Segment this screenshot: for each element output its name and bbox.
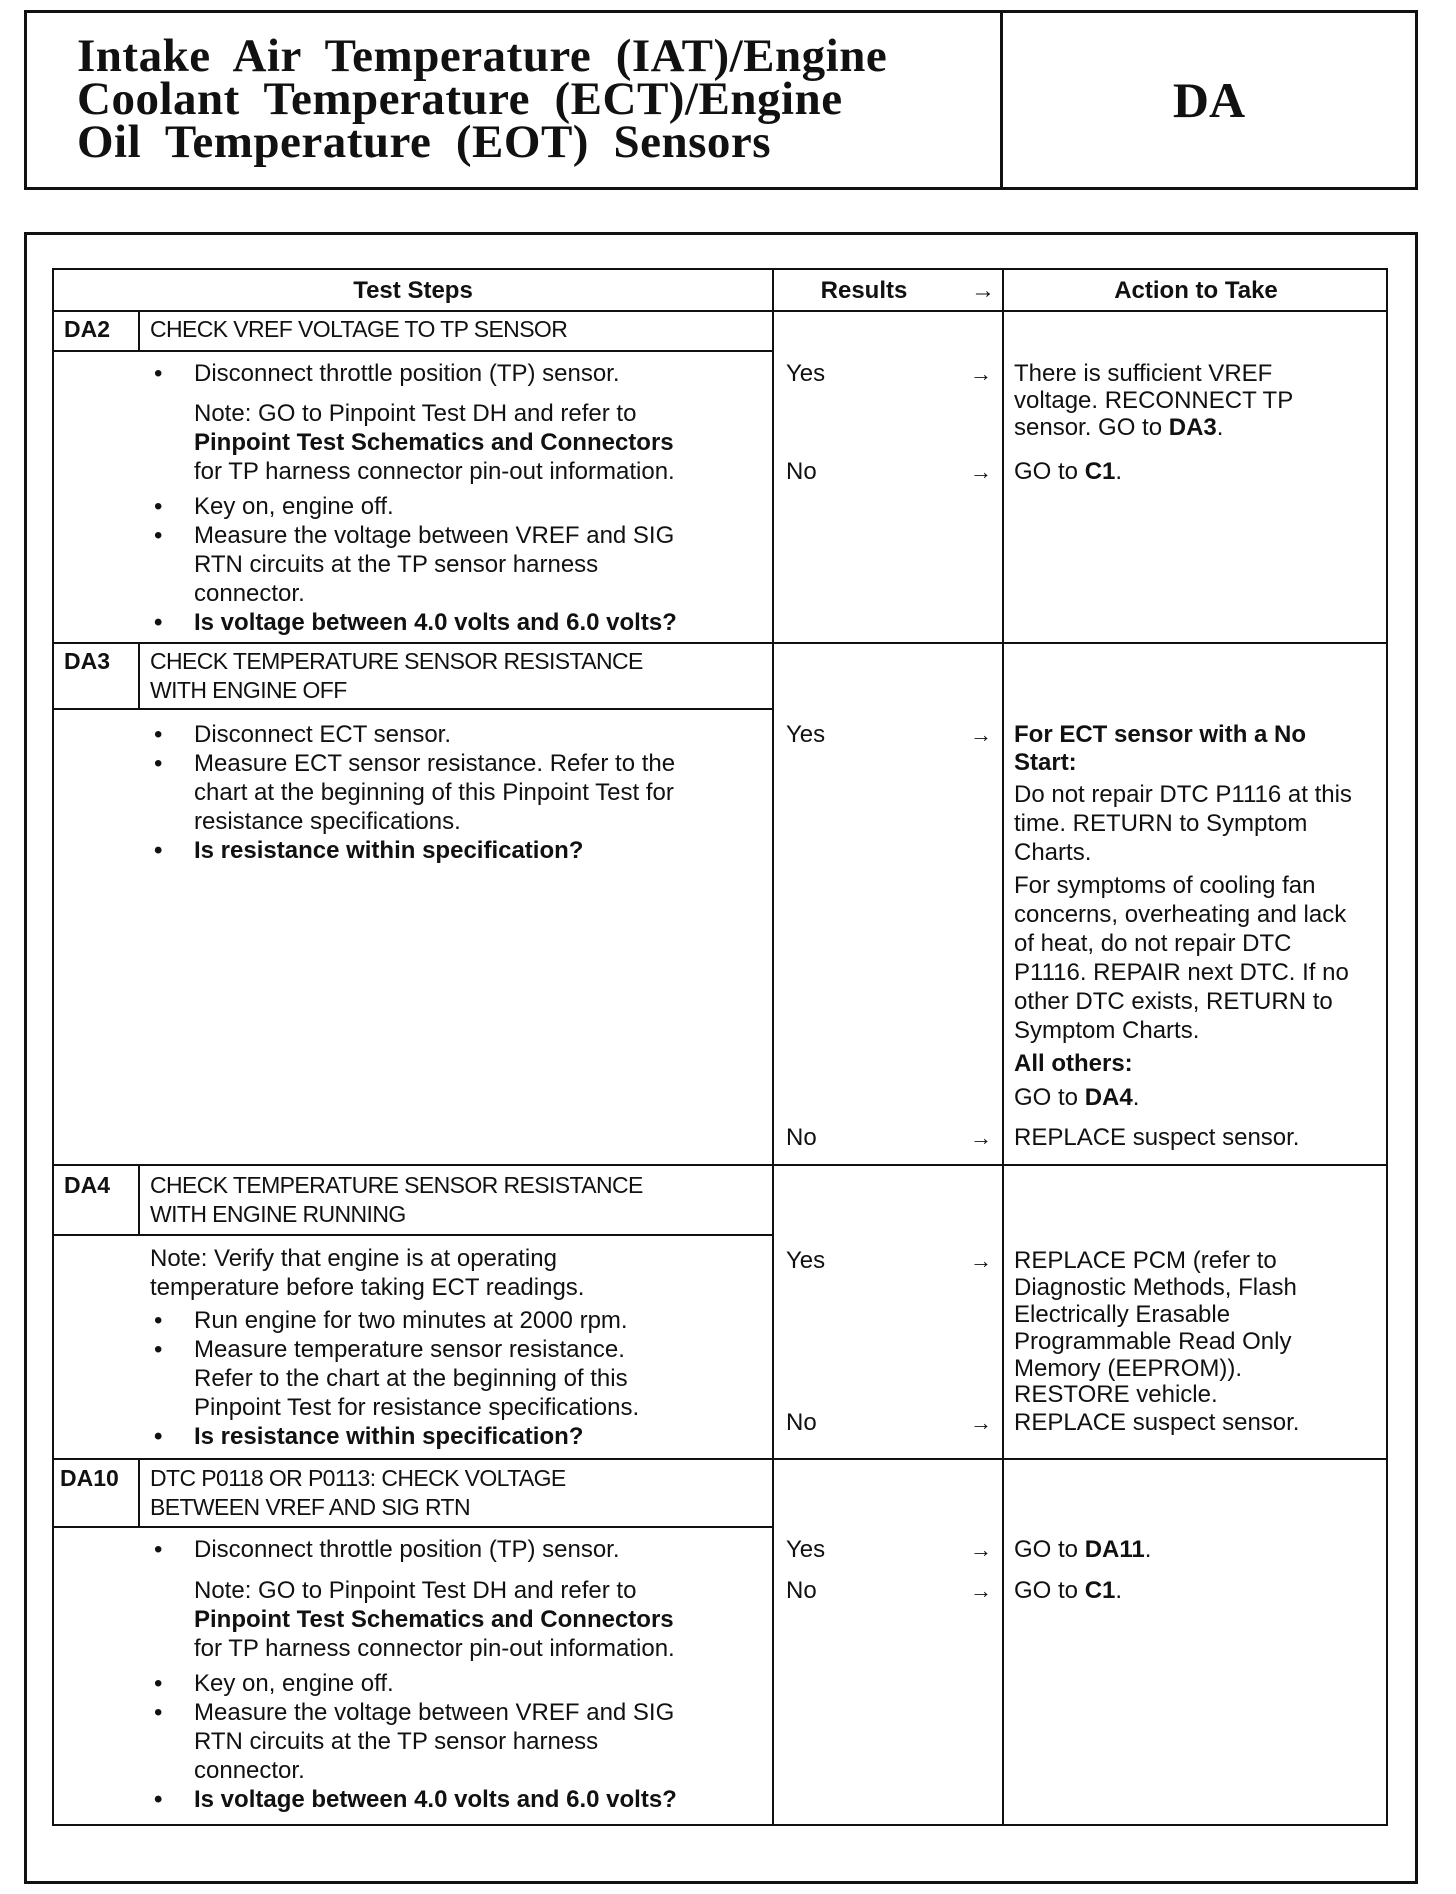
da2-note-1: Note: GO to Pinpoint Test DH and refer to <box>194 400 637 427</box>
da10-title-1: DTC P0118 OR P0113: CHECK VOLTAGE <box>150 1465 566 1491</box>
da10-step-3b: RTN circuits at the TP sensor harness <box>194 1728 599 1755</box>
da10-title-rule <box>54 1526 772 1528</box>
bullet: • <box>154 750 163 777</box>
da4-id: DA4 <box>64 1172 111 1198</box>
da3-step-1: Disconnect ECT sensor. <box>194 721 452 748</box>
da4-action-4: Programmable Read Only <box>1014 1328 1292 1355</box>
da3-no-action: REPLACE suspect sensor. <box>1014 1124 1300 1151</box>
arrow-icon: → <box>970 1537 992 1562</box>
da4-question: Is resistance within specification? <box>194 1423 584 1450</box>
da4-note-2: temperature before taking ECT readings. <box>150 1274 585 1301</box>
title-line-1: Intake Air Temperature (IAT)/Engine <box>77 30 888 82</box>
arrow-icon: → <box>970 1125 992 1150</box>
da3-result-no: No <box>786 1124 817 1151</box>
arrow-icon: → <box>970 459 992 484</box>
bullet: • <box>154 1307 163 1334</box>
da3-action-10: other DTC exists, RETURN to <box>1014 988 1333 1015</box>
bullet: • <box>154 360 163 387</box>
da2-yes-action-3: sensor. GO to DA3. <box>1014 414 1224 441</box>
da2-id: DA2 <box>64 316 111 342</box>
da10-title-2: BETWEEN VREF AND SIG RTN <box>150 1494 470 1520</box>
da4-result-no: No <box>786 1409 817 1436</box>
da10-note-3: for TP harness connector pin-out information. <box>194 1635 675 1662</box>
da10-step-3c: connector. <box>194 1757 305 1784</box>
da4-id-divider <box>138 1164 140 1234</box>
da10-note-1: Note: GO to Pinpoint Test DH and refer to <box>194 1577 637 1604</box>
da10-id-divider <box>138 1458 140 1526</box>
column-header-arrow: → <box>971 276 995 304</box>
da10-no-action: GO to C1. <box>1014 1577 1123 1604</box>
da10-id: DA10 <box>60 1465 119 1491</box>
da3-action-6: For symptoms of cooling fan <box>1014 872 1316 899</box>
row-rule-da3 <box>54 1164 1386 1166</box>
page-title <box>27 13 1003 187</box>
da4-step-2b: Refer to the chart at the beginning of this <box>194 1365 628 1392</box>
da10-step-3a: Measure the voltage between VREF and SIG <box>194 1699 675 1726</box>
da2-step-3b: RTN circuits at the TP sensor harness <box>194 551 599 578</box>
column-header-test-steps: Test Steps <box>353 276 473 304</box>
da2-step-3a: Measure the voltage between VREF and SIG <box>194 522 675 549</box>
da3-id: DA3 <box>64 648 111 674</box>
da4-action-3: Electrically Erasable <box>1014 1301 1231 1328</box>
da4-action-5: Memory (EEPROM)). <box>1014 1355 1242 1382</box>
da2-title: CHECK VREF VOLTAGE TO TP SENSOR <box>150 316 568 342</box>
arrow-icon: → <box>970 722 992 747</box>
column-header-results: Results <box>820 276 908 304</box>
bullet: • <box>154 1423 163 1450</box>
da2-note-3: for TP harness connector pin-out information. <box>194 458 675 485</box>
column-divider-steps <box>772 270 774 1824</box>
header-rule <box>54 310 1386 312</box>
da4-title-1: CHECK TEMPERATURE SENSOR RESISTANCE <box>150 1172 643 1198</box>
bullet: • <box>154 1699 163 1726</box>
da3-action-5: Charts. <box>1014 839 1092 866</box>
title-line-3: Oil Temperature (EOT) Sensors <box>77 116 772 168</box>
da3-action-2: Start: <box>1014 749 1077 776</box>
da2-step-1: Disconnect throttle position (TP) sensor. <box>194 360 620 387</box>
arrow-icon: → <box>970 1410 992 1435</box>
da4-result-yes: Yes <box>786 1247 826 1274</box>
da2-id-divider <box>138 310 140 350</box>
da3-action-9: P1116. REPAIR next DTC. If no <box>1014 959 1349 986</box>
da4-action-2: Diagnostic Methods, Flash <box>1014 1274 1297 1301</box>
da10-result-no: No <box>786 1577 817 1604</box>
da10-yes-action: GO to DA11. <box>1014 1536 1152 1563</box>
pinpoint-test-table <box>52 268 1388 1826</box>
da10-result-yes: Yes <box>786 1536 826 1563</box>
da4-title-rule <box>54 1234 772 1236</box>
bullet: • <box>154 522 163 549</box>
da2-yes-action-1: There is sufficient VREF <box>1014 360 1273 387</box>
arrow-icon: → <box>970 1248 992 1273</box>
page-header <box>24 10 1418 190</box>
da2-step-3c: connector. <box>194 580 305 607</box>
column-header-action: Action to Take <box>1114 276 1278 304</box>
bullet: • <box>154 1670 163 1697</box>
da2-result-yes: Yes <box>786 360 826 387</box>
bullet: • <box>154 1336 163 1363</box>
da3-action-7: concerns, overheating and lack <box>1014 901 1347 928</box>
arrow-icon: → <box>970 361 992 386</box>
da4-action-1: REPLACE PCM (refer to <box>1014 1247 1277 1274</box>
bullet: • <box>154 493 163 520</box>
da3-id-divider <box>138 642 140 708</box>
da3-title-2: WITH ENGINE OFF <box>150 677 347 703</box>
da3-step-2a: Measure ECT sensor resistance. Refer to the <box>194 750 676 777</box>
da2-yes-action-2: voltage. RECONNECT TP <box>1014 387 1294 414</box>
section-code: DA <box>1172 72 1246 128</box>
da10-note-2: Pinpoint Test Schematics and Connectors <box>194 1606 674 1633</box>
da4-step-1: Run engine for two minutes at 2000 rpm. <box>194 1307 628 1334</box>
da2-question: Is voltage between 4.0 volts and 6.0 volts? <box>194 609 677 636</box>
da4-action-6: RESTORE vehicle. <box>1014 1381 1218 1408</box>
da4-no-action: REPLACE suspect sensor. <box>1014 1409 1300 1436</box>
da2-note-2: Pinpoint Test Schematics and Connectors <box>194 429 674 456</box>
da3-action-12: All others: <box>1014 1050 1133 1077</box>
da3-step-2c: resistance specifications. <box>194 808 461 835</box>
da2-no-action: GO to C1. <box>1014 458 1123 485</box>
da4-note-1: Note: Verify that engine is at operating <box>150 1245 557 1272</box>
da3-action-11: Symptom Charts. <box>1014 1017 1200 1044</box>
da3-question: Is resistance within specification? <box>194 837 584 864</box>
da4-step-2a: Measure temperature sensor resistance. <box>194 1336 625 1363</box>
da3-action-4: time. RETURN to Symptom <box>1014 810 1308 837</box>
da2-step-2: Key on, engine off. <box>194 493 394 520</box>
arrow-icon: → <box>970 1578 992 1603</box>
bullet: • <box>154 609 163 636</box>
da3-step-2b: chart at the beginning of this Pinpoint Test for <box>194 779 674 806</box>
da4-step-2c: Pinpoint Test for resistance specifications. <box>194 1394 640 1421</box>
bullet: • <box>154 1786 163 1813</box>
column-divider-results <box>1002 270 1004 1824</box>
da3-action-13: GO to DA4. <box>1014 1084 1140 1111</box>
bullet: • <box>154 837 163 864</box>
da3-title-1: CHECK TEMPERATURE SENSOR RESISTANCE <box>150 648 643 674</box>
bullet: • <box>154 1536 163 1563</box>
bullet: • <box>154 721 163 748</box>
da10-step-1: Disconnect throttle position (TP) sensor. <box>194 1536 620 1563</box>
da3-action-3: Do not repair DTC P1116 at this <box>1014 781 1352 808</box>
row-rule-da4 <box>54 1458 1386 1460</box>
da10-question: Is voltage between 4.0 volts and 6.0 volts? <box>194 1786 677 1813</box>
da3-title-rule <box>54 708 772 710</box>
da2-title-rule <box>54 350 772 352</box>
da4-title-2: WITH ENGINE RUNNING <box>150 1201 406 1227</box>
da3-result-yes: Yes <box>786 721 826 748</box>
da2-result-no: No <box>786 458 817 485</box>
title-line-2: Coolant Temperature (ECT)/Engine <box>77 73 843 125</box>
da10-step-2: Key on, engine off. <box>194 1670 394 1697</box>
da3-action-8: of heat, do not repair DTC <box>1014 930 1292 957</box>
row-rule-da2 <box>54 642 1386 644</box>
da3-action-1: For ECT sensor with a No <box>1014 721 1307 748</box>
